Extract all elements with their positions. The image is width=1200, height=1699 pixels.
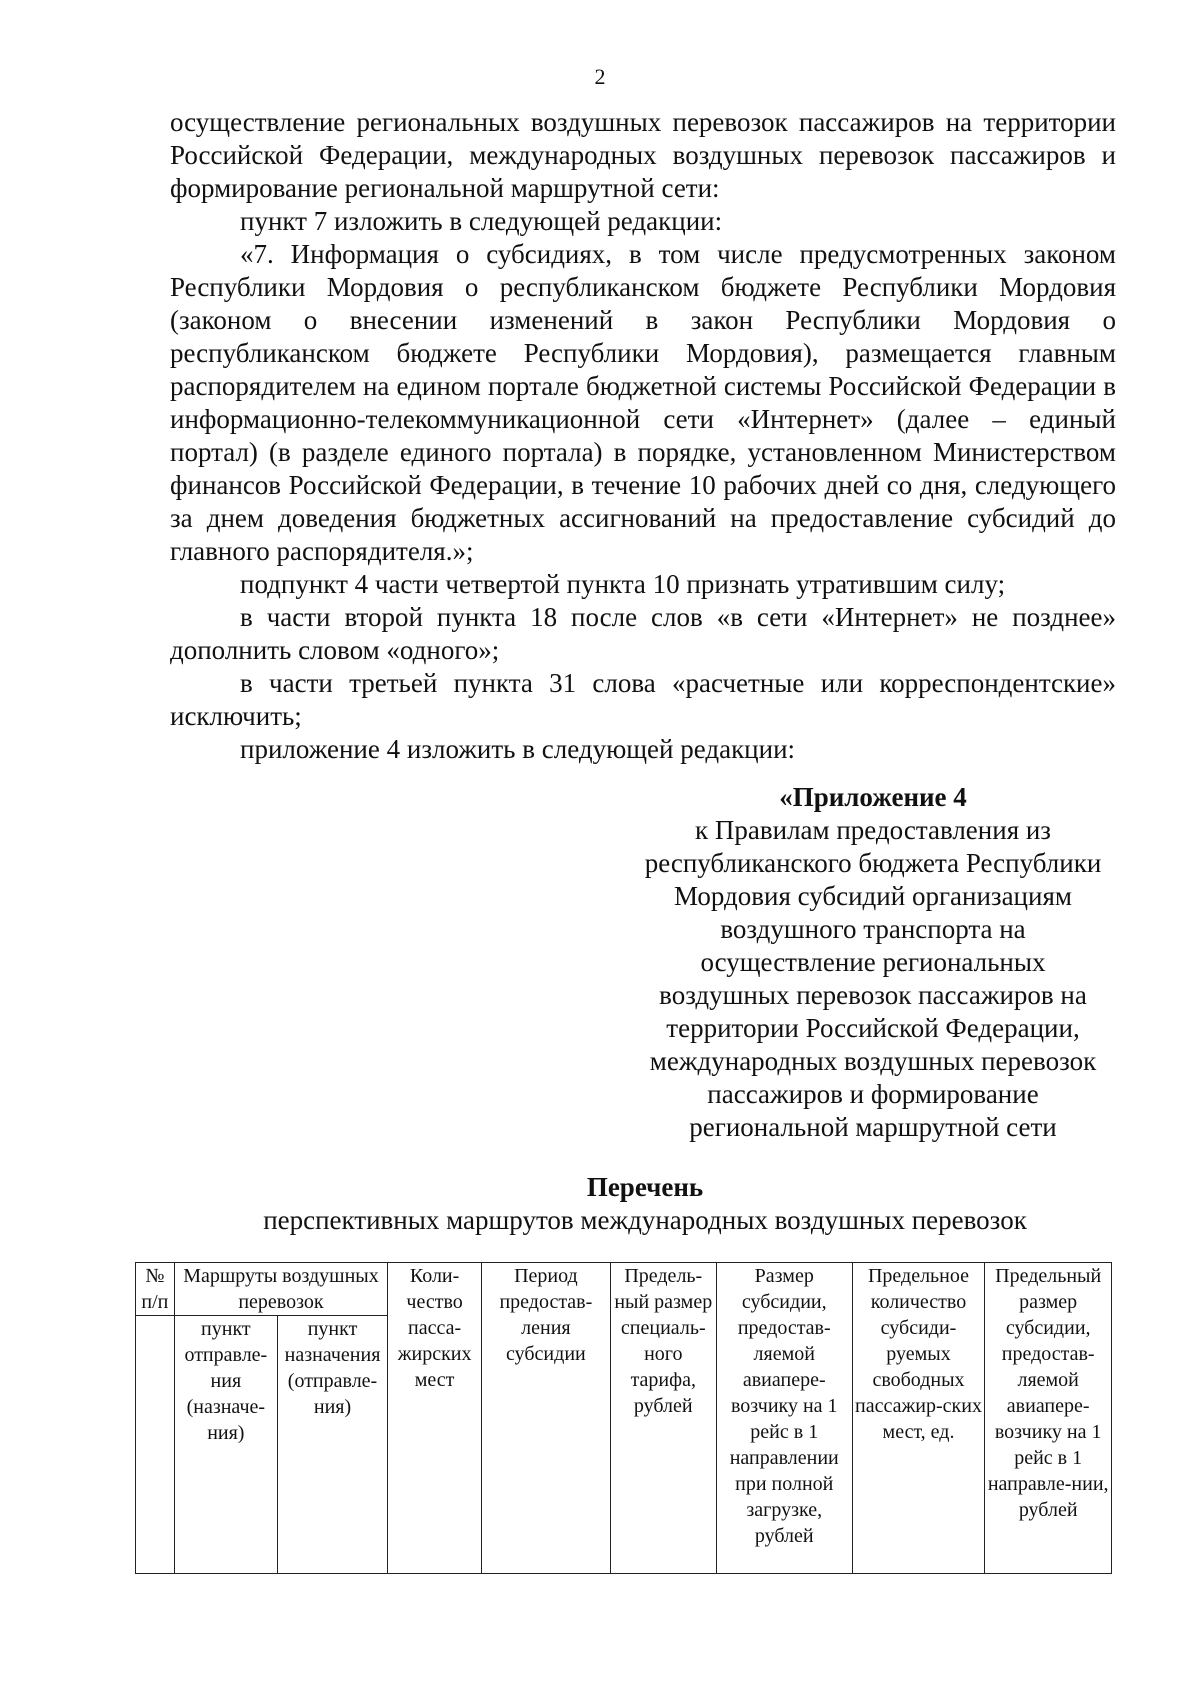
body-paragraph: подпункт 4 части четвертой пункта 10 признать утратившим силу; [240,569,1006,599]
body-paragraph: «7. Информация о субсидиях, в том числе предусмотренных законом Республики Мордовия о республиканском бюджете Республики Мордовия (законом о внесении изменений в закон Республики Мордовия о республиканском бюджете Республики Мордовия), размещается главным распорядителем на едином портале бюджетной системы Российской Федерации в информационно-телекоммуникационной сети «Интернет» (далее – единый портал) (в разделе единого портала) в порядке, установленном Министерством финансов Российской Федерации, в течение 10 рабочих дней со дня, следующего за днем доведения бюджетных ассигнований на предоставление субсидий до главного распорядителя.»; [170,239,1116,566]
list-title: Перечень [586,1172,704,1202]
appendix-header [625,781,1121,1144]
appendix-line: территории Российской Федерации, [666,1013,1080,1043]
header-subsidy-full: Размер субсидии, предостав-ляемой авиапере-возчику на 1 рейс в 1 направлении при полной загрузке, рублей [716,1263,852,1574]
body-paragraph: в части третьей пункта 31 слова «расчетные или корреспондентские» исключить; [170,668,1116,731]
body-paragraph: пункт 7 изложить в следующей редакции: [240,206,723,236]
header-max-subsidy: Предельный размер субсидии, предостав-ляемой авиапере-возчику на 1 рейс в 1 направле-нии, рублей [985,1263,1112,1574]
header-max-free-seats: Предельное количество субсиди-руемых свободных пассажир-ских мест, ед. [852,1263,985,1574]
header-seats: Коли-чество пасса-жирских мест [388,1263,482,1574]
appendix-line: международных воздушных перевозок [649,1046,1097,1076]
appendix-title: «Приложение 4 [779,782,967,812]
body-paragraph: в части второй пункта 18 после слов «в сети «Интернет» не позднее» дополнить словом «одного»; [170,602,1116,665]
appendix-line: республиканского бюджета Республики [644,848,1102,878]
body-paragraph: осуществление региональных воздушных перевозок пассажиров на территории Российской Федерации, международных воздушных перевозок пассажиров и формирование региональной маршрутной сети: [170,107,1116,203]
header-routes: Маршруты воздушных перевозок [174,1263,387,1316]
appendix-line: Мордовия субсидий организациям [674,881,1072,911]
header-period: Период предостав-ления субсидии [482,1263,611,1574]
header-tariff: Предель-ный размер специаль-ного тарифа, рублей [610,1263,716,1574]
appendix-line: воздушного транспорта на [720,914,1026,944]
header-num-continuation [136,1316,175,1574]
header-departure: пункт отправле-ния (назначе-ния) [174,1316,277,1574]
header-num: № п/п [136,1263,175,1316]
routes-table [135,1262,1112,1574]
appendix-line: воздушных перевозок пассажиров на [659,980,1087,1010]
body-text [170,106,1116,766]
appendix-line: пассажиров и формирование [707,1079,1039,1109]
appendix-line: осуществление региональных [700,947,1046,977]
appendix-line: к Правилам предоставления из [695,815,1051,845]
appendix-line: региональной маршрутной сети [689,1112,1057,1142]
page-number: 2 [594,64,606,89]
body-paragraph: приложение 4 изложить в следующей редакции: [240,734,796,764]
header-destination: пункт назначения (отправле-ния) [277,1316,387,1574]
list-subtitle: перспективных маршрутов международных воздушных перевозок [263,1205,1027,1235]
